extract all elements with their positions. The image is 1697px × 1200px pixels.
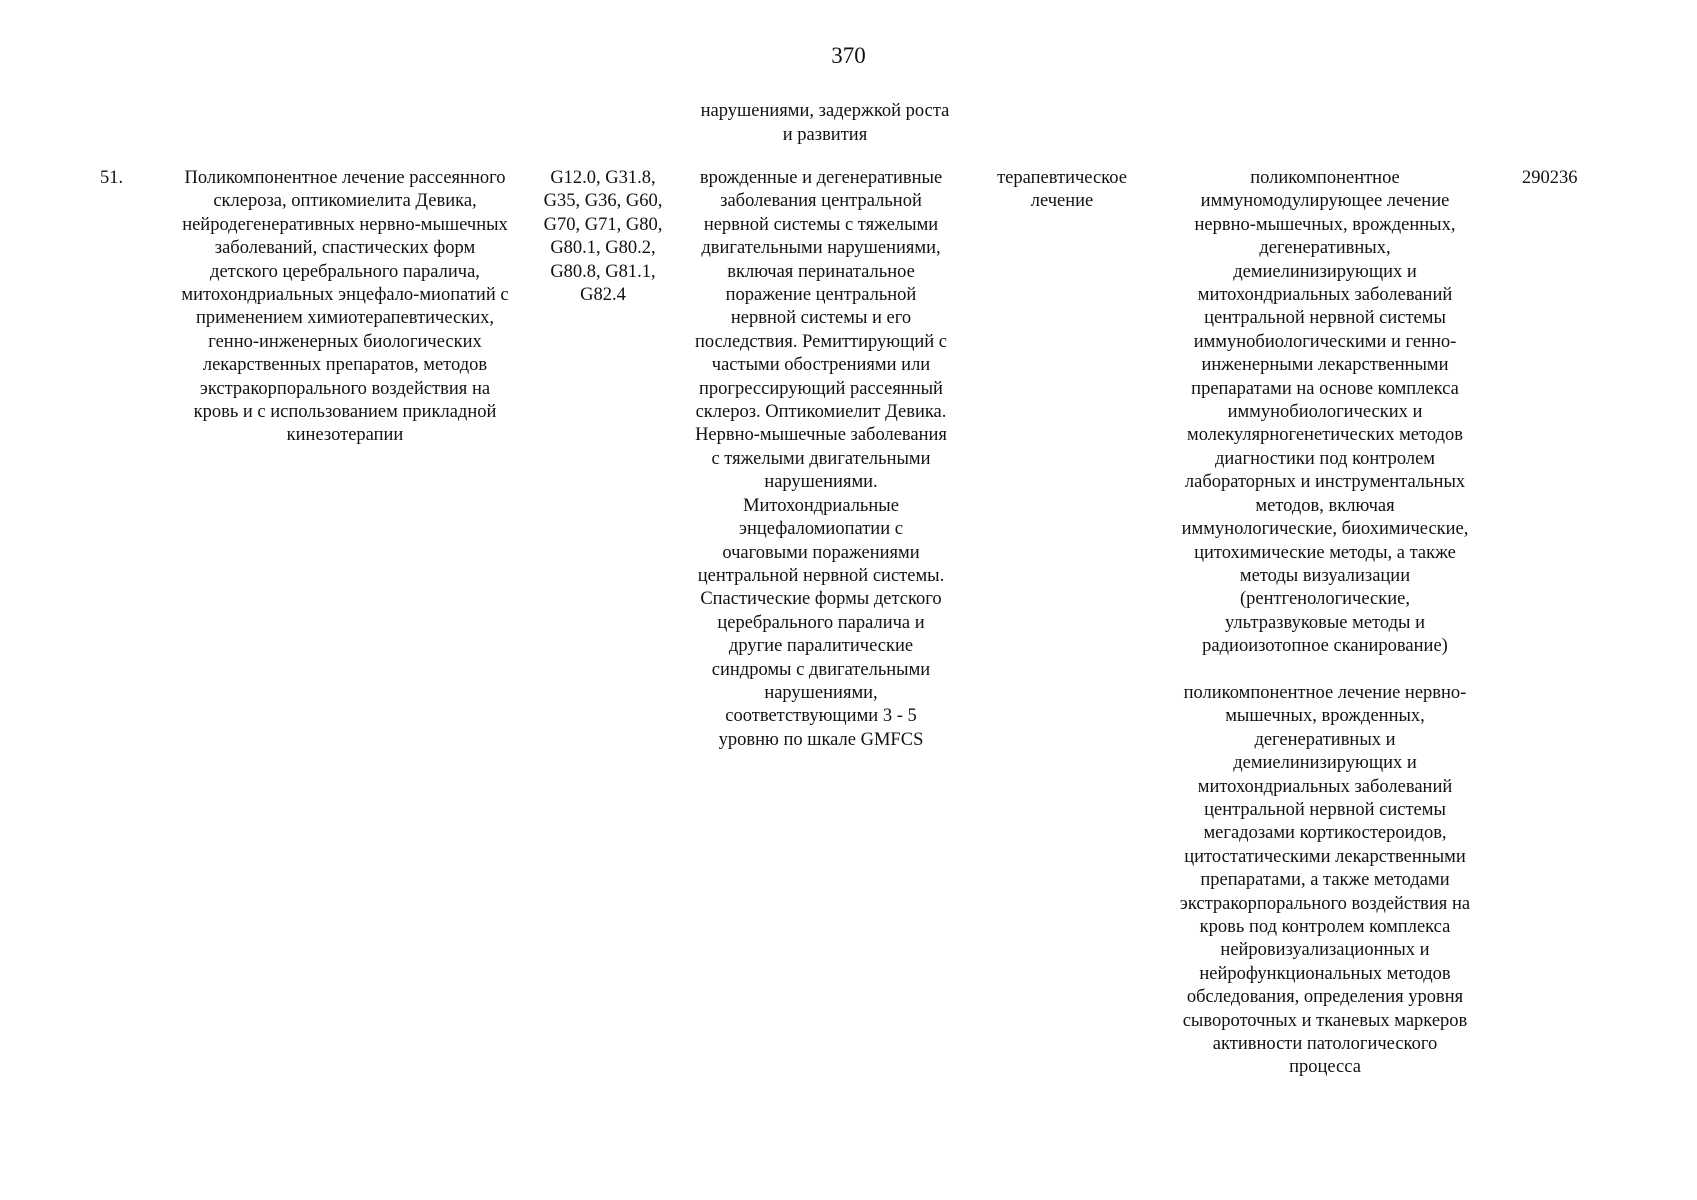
treatment-method-line: обследования, определения уровня xyxy=(1186,987,1464,1008)
patient-model-line: нервной системы и его xyxy=(730,308,912,329)
treatment-method-line: цитохимические методы, а также xyxy=(1194,542,1456,563)
patient-model-line: Спастические формы детского xyxy=(700,589,942,610)
treatment-method-line: ультразвуковые методы и xyxy=(1225,612,1425,633)
patient-model-line: с тяжелыми двигательными xyxy=(711,448,931,469)
row-number: 51. xyxy=(100,168,124,188)
treatment-method-2 xyxy=(1150,682,1500,1080)
treatment-method-line: иммуномодулирующее лечение xyxy=(1200,191,1450,212)
continuation-line: и развития xyxy=(782,124,868,145)
treatment-name-line: детского церебрального паралича, xyxy=(210,261,480,282)
treatment-name-line: Поликомпонентное лечение рассеянного xyxy=(184,168,506,188)
treatment-method-line: (рентгенологические, xyxy=(1240,589,1410,610)
patient-model-line: прогрессирующий рассеянный xyxy=(699,378,943,399)
treatment-name-line: кинезотерапии xyxy=(286,425,404,446)
patient-model-line: уровню по шкале GMFCS xyxy=(718,729,924,750)
treatment-method-line: методы визуализации xyxy=(1239,565,1411,586)
patient-model-line: другие паралитические xyxy=(728,636,914,657)
icd-code-line: G35, G36, G60, xyxy=(543,191,663,212)
treatment-type xyxy=(972,167,1152,214)
treatment-method-line: поликомпонентное xyxy=(1250,168,1400,188)
treatment-method-line: мышечных, врожденных, xyxy=(1225,706,1425,727)
treatment-name-line: кровь и с использованием прикладной xyxy=(193,402,497,423)
treatment-method-line: сывороточных и тканевых маркеров xyxy=(1182,1010,1468,1031)
patient-model-line: включая перинатальное xyxy=(727,261,915,282)
treatment-name-line: нейродегенеративных нервно-мышечных xyxy=(182,214,508,235)
treatment-method-line: молекулярногенетических методов xyxy=(1187,425,1463,446)
page-number: 370 xyxy=(831,43,866,68)
patient-model-line: последствия. Ремиттирующий с xyxy=(694,331,948,352)
patient-model-line: двигательными нарушениями, xyxy=(701,238,941,259)
treatment-type-line: лечение xyxy=(1030,191,1094,212)
patient-model-line: заболевания центральной xyxy=(720,191,922,212)
treatment-method-line: демиелинизирующих и xyxy=(1233,261,1417,282)
treatment-method-line: нейровизуализационных и xyxy=(1220,940,1430,961)
treatment-method-1 xyxy=(1150,167,1500,659)
treatment-name-line: заболеваний, спастических форм xyxy=(214,238,476,259)
treatment-name-line: склероза, оптикомиелита Девика, xyxy=(213,191,477,212)
continuation-line: нарушениями, задержкой роста xyxy=(700,101,950,121)
treatment-method xyxy=(1150,167,1500,1080)
patient-model-line: нарушениями. xyxy=(764,472,878,493)
patient-model-line: частыми обострениями или xyxy=(711,355,931,376)
treatment-method-line: препаратами, а также методами xyxy=(1200,870,1450,891)
patient-model-line: поражение центральной xyxy=(725,285,917,306)
patient-model-line: очаговыми поражениями xyxy=(722,542,920,563)
method-separator xyxy=(1150,659,1500,682)
patient-model-line: энцефаломиопатии с xyxy=(739,519,903,540)
treatment-method-line: иммунологические, биохимические, xyxy=(1181,519,1469,540)
treatment-method-line: мегадозами кортикостероидов, xyxy=(1203,823,1447,844)
treatment-name-line: митохондриальных энцефало-миопатий с xyxy=(181,285,509,306)
treatment-name-line: лекарственных препаратов, методов xyxy=(202,355,488,376)
treatment-name-line: применением химиотерапевтических, xyxy=(195,308,495,329)
patient-model xyxy=(676,167,966,752)
treatment-method-line: кровь под контролем комплекса xyxy=(1199,916,1451,937)
treatment-method-line: нейрофункциональных методов xyxy=(1199,963,1451,984)
icd-code-line: G82.4 xyxy=(580,285,626,306)
treatment-name-line: генно-инженерных биологических xyxy=(208,331,482,352)
treatment-method-line: дегенеративных и xyxy=(1254,729,1396,750)
patient-model-line: склероз. Оптикомиелит Девика. xyxy=(695,402,947,423)
icd-code-line: G70, G71, G80, xyxy=(543,214,663,235)
patient-model-line: нервной системы с тяжелыми xyxy=(703,214,939,235)
treatment-method-line: экстракорпорального воздействия на xyxy=(1179,893,1471,914)
treatment-method-line: митохондриальных заболеваний xyxy=(1197,776,1453,797)
treatment-method-line: процесса xyxy=(1289,1057,1361,1078)
patient-model-line: соответствующими 3 - 5 xyxy=(725,706,917,727)
treatment-method-line: митохондриальных заболеваний xyxy=(1197,285,1453,306)
icd-code-line: G80.1, G80.2, xyxy=(550,238,656,259)
icd-code-line: G80.8, G81.1, xyxy=(550,261,656,282)
treatment-method-line: препаратами на основе комплекса xyxy=(1191,378,1459,399)
treatment-method-line: цитостатическими лекарственными xyxy=(1184,846,1466,867)
patient-model-line: центральной нервной системы. xyxy=(697,565,945,586)
treatment-method-line: дегенеративных, xyxy=(1259,238,1391,259)
treatment-method-line: поликомпонентное лечение нервно- xyxy=(1183,682,1467,703)
treatment-method-line: демиелинизирующих и xyxy=(1233,753,1417,774)
treatment-method-line: нервно-мышечных, врожденных, xyxy=(1194,214,1456,235)
patient-model-line: церебрального паралича и xyxy=(717,612,925,633)
treatment-method-line: центральной нервной системы xyxy=(1204,308,1446,329)
treatment-method-line: иммунобиологических и xyxy=(1227,402,1423,423)
treatment-method-line: инженерными лекарственными xyxy=(1201,355,1449,376)
treatment-method-line: радиоизотопное сканирование) xyxy=(1202,636,1448,657)
patient-model-line: Митохондриальные xyxy=(743,495,899,516)
treatment-method-line: иммунобиологическими и генно- xyxy=(1193,331,1457,352)
patient-model-line: нарушениями, xyxy=(764,682,878,703)
treatment-method-line: активности патологического xyxy=(1212,1034,1438,1055)
treatment-method-line: центральной нервной системы xyxy=(1204,799,1446,820)
patient-model-line: синдромы с двигательными xyxy=(711,659,931,680)
cost-value: 290236 xyxy=(1522,168,1578,188)
continuation-text xyxy=(680,100,970,147)
treatment-method-line: методов, включая xyxy=(1255,495,1395,516)
treatment-method-line: лабораторных и инструментальных xyxy=(1184,472,1466,493)
treatment-name xyxy=(160,167,530,448)
patient-model-line: Нервно-мышечные заболевания xyxy=(695,425,947,446)
icd-codes xyxy=(533,167,673,307)
icd-code-line: G12.0, G31.8, xyxy=(550,168,656,188)
treatment-method-line: диагностики под контролем xyxy=(1214,448,1435,469)
treatment-name-line: экстракорпорального воздействия на xyxy=(199,378,491,399)
treatment-type-line: терапевтическое xyxy=(997,168,1127,188)
patient-model-line: врожденные и дегенеративные xyxy=(699,168,943,188)
